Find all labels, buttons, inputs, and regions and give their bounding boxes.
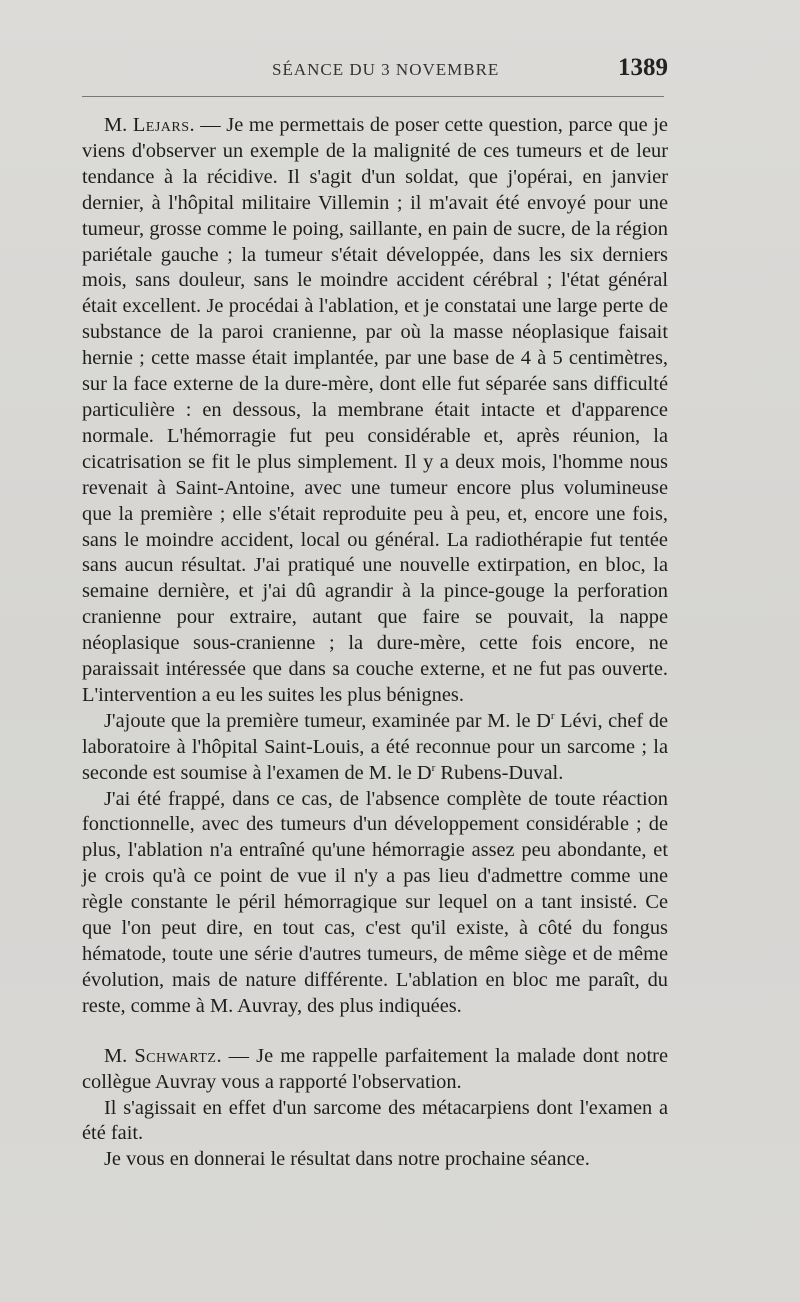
- paragraph-frappe: J'ai été frappé, dans ce cas, de l'absence complète de toute réaction fonctionnelle, avec des tumeurs d'un développement considérable ; de plus, l'ablation n'a entraîné qu'une hémorragie assez peu abondante, et je crois qu'à ce point de vue il n'y a pas lieu d'admettre comme une règle constante le péril hémorragique sur lequel on a tant insisté. Ce que l'on peut dire, en tout cas, c'est qu'il existe, à côté du fongus hématode, toute une série d'autres tumeurs, de même siège et de même évolution, mais de nature différente. L'ablation en bloc me paraît, du reste, comme à M. Auvray, des plus indiquées.: [82, 787, 668, 1017]
- page-header: [0, 50, 800, 90]
- paragraph-text: . — Je me rappelle parfaitement la malade dont notre collègue Auvray vous a rapporté l'observation.: [82, 1044, 668, 1093]
- header-rule: [82, 96, 664, 97]
- paragraph-gap: [82, 1020, 668, 1044]
- running-head: SÉANCE DU 3 NOVEMBRE: [272, 60, 500, 79]
- body-text: [82, 113, 668, 1173]
- paragraph-resultat: Je vous en donnerai le résultat dans notre prochaine séance.: [104, 1148, 590, 1171]
- paragraph-text: J'ajoute que la première tumeur, examinée par M. le D: [104, 709, 551, 732]
- paragraph-sarcome: Il s'agissait en effet d'un sarcome des métacarpiens dont l'examen a été fait.: [82, 1096, 668, 1145]
- paragraph-text: Rubens-Duval.: [435, 761, 564, 784]
- superscript: r: [431, 761, 436, 774]
- speaker-prefix: M.: [104, 1044, 135, 1067]
- speaker-prefix: M.: [104, 114, 133, 136]
- page-number: 1389: [618, 54, 668, 81]
- superscript: r: [550, 710, 555, 723]
- paragraph-text: . — Je me permettais de poser cette question, parce que je viens d'observer un exemple de la malignité de ces tumeurs et de leur tendance à la récidive. Il s'agit d'un soldat, que j'opérai, en janvier dernier, à l'hôpital militaire Villemin ; il m'avait été envoyé pour une tumeur, grosse comme le poing, saillante, en pain de sucre, de la région pariétale gauche ; la tumeur s'était développée, dans les six derniers mois, sans douleur, sans le moindre accident cérébral ; l'état général était excellent. Je procédai à l'ablation, et je constatai une large perte de substance de la paroi cranienne, par où la masse néoplasique faisait hernie ; cette masse était implantée, par une base de 4 à 5 centimètres, sur la face externe de la dure-mère, dont elle fut séparée sans difficulté particulière : en dessous, la membrane était intacte et d'apparence normale. L'hémorragie fut peu considérable et, après réunion, la cicatrisation se fit le plus simplement. Il y a deux mois, l'homme nous revenait à Saint-Antoine, avec une tumeur encore plus volumineuse que la première ; elle s'était reproduite peu à peu, et, encore une fois, sans le moindre accident, local ou général. La radiothérapie fut tentée sans aucun résultat. J'ai pratiqué une nouvelle extirpation, en bloc, la semaine dernière, et j'ai dû agrandir à la pince-gouge la perforation cranienne pour extraire, autant que faire se pouvait, la nappe néoplasique sous-cranienne ; la dure-mère, cette fois encore, ne paraissait intéressée que dans sa couche externe, et ne fut pas ouverte. L'intervention a eu les suites les plus bénignes.: [82, 114, 668, 706]
- paragraph-text: Lévi, chef de laboratoire à l'hôpital Saint-Louis, a été reconnue pour un sarcome ; la seconde est soumise à l'examen de M. le D: [82, 709, 668, 784]
- speaker-name: Schwartz: [134, 1044, 217, 1067]
- paragraph-schwartz: [82, 1044, 668, 1096]
- paragraph-lejars: [82, 113, 668, 709]
- paragraph-tumeur-examen: [82, 709, 668, 787]
- speaker-name: Lejars: [132, 114, 190, 136]
